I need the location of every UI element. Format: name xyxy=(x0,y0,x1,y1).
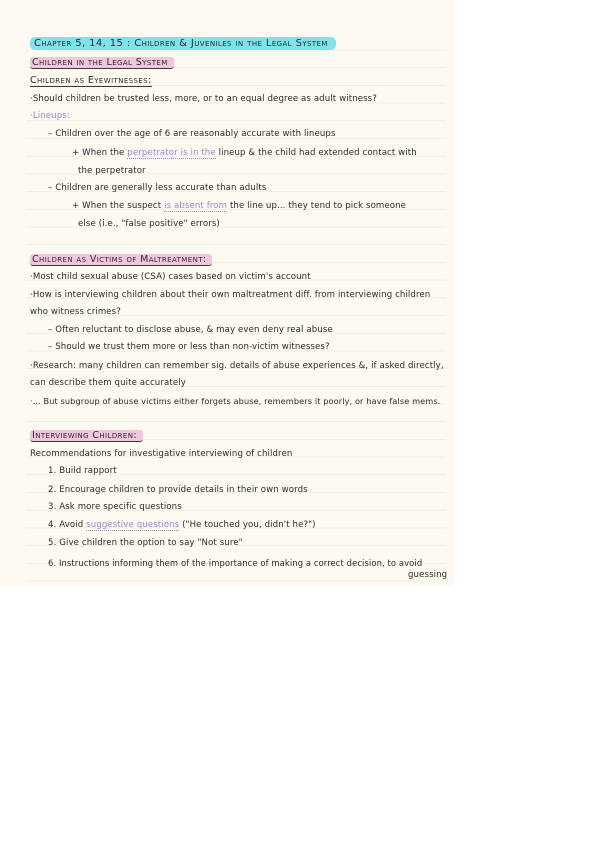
lineup-point-1: – Children over the age of 6 are reasonably accurate with lineups xyxy=(48,129,336,139)
section-heading-victims: Children as Victims of Maltreatment: xyxy=(30,254,212,266)
interview-item-1: 1. Build rapport xyxy=(48,466,117,476)
lineups-label: ·Lineups: xyxy=(30,111,70,121)
subheading-eyewitnesses: Children as Eyewitnesses: xyxy=(30,75,152,86)
victims-line-4: – Often reluctant to disclose abuse, & may even deny real abuse xyxy=(48,325,333,335)
title-highlight: Chapter 5, 14, 15 : Children & Juveniles in the Legal System xyxy=(30,37,336,50)
interview-item-6-cont: guessing xyxy=(408,570,448,580)
highlight-suggestive: suggestive questions xyxy=(86,520,180,530)
bullet-question: ·Should children be trusted less, more, or to an equal degree as adult witness? xyxy=(30,94,377,104)
lineup-point-1-sub: + When the perpetrator is in the lineup & the child had extended contact with xyxy=(72,148,417,158)
victims-line-8: ·... But subgroup of abuse victims either forgets abuse, remembers it poorly, or have false mems. xyxy=(30,396,441,406)
page-title xyxy=(30,38,336,49)
highlight-perpetrator: perpetrator is in the xyxy=(127,148,216,158)
interview-intro: Recommendations for investigative interviewing of children xyxy=(30,449,293,459)
victims-line-3: who witness crimes? xyxy=(30,307,121,317)
interview-item-6: 6. Instructions informing them of the importance of making a correct decision, to avoid xyxy=(48,558,423,568)
victims-line-6: ·Research: many children can remember sig. details of abuse experiences &, if asked directly, xyxy=(30,361,444,371)
section-heading-children-legal-system: Children in the Legal System xyxy=(30,57,174,69)
section-heading-interviewing: Interviewing Children: xyxy=(30,430,143,442)
victims-line-1: ·Most child sexual abuse (CSA) cases based on victim's account xyxy=(30,272,311,282)
victims-line-5: – Should we trust them more or less than non-victim witnesses? xyxy=(48,342,330,352)
interview-item-5: 5. Give children the option to say "Not sure" xyxy=(48,538,243,548)
lineup-point-2: – Children are generally less accurate than adults xyxy=(48,183,267,193)
interview-item-2: 2. Encourage children to provide details in their own words xyxy=(48,485,308,495)
lineup-point-2-sub: + When the suspect is absent from the line up... they tend to pick someone xyxy=(72,201,407,211)
lineup-point-2-sub-cont: else (i.e., "false positive" errors) xyxy=(78,219,220,229)
interview-item-3: 3. Ask more specific questions xyxy=(48,502,182,512)
lineup-point-1-sub-cont: the perpetrator xyxy=(78,166,146,176)
victims-line-2: ·How is interviewing children about their own maltreatment diff. from interviewing children xyxy=(30,290,431,300)
highlight-absent: is absent from xyxy=(164,201,228,211)
victims-line-7: can describe them quite accurately xyxy=(30,378,186,388)
interview-item-4: 4. Avoid suggestive questions ("He touched you, didn't he?") xyxy=(48,520,316,530)
bullet-dot: · xyxy=(30,94,33,104)
